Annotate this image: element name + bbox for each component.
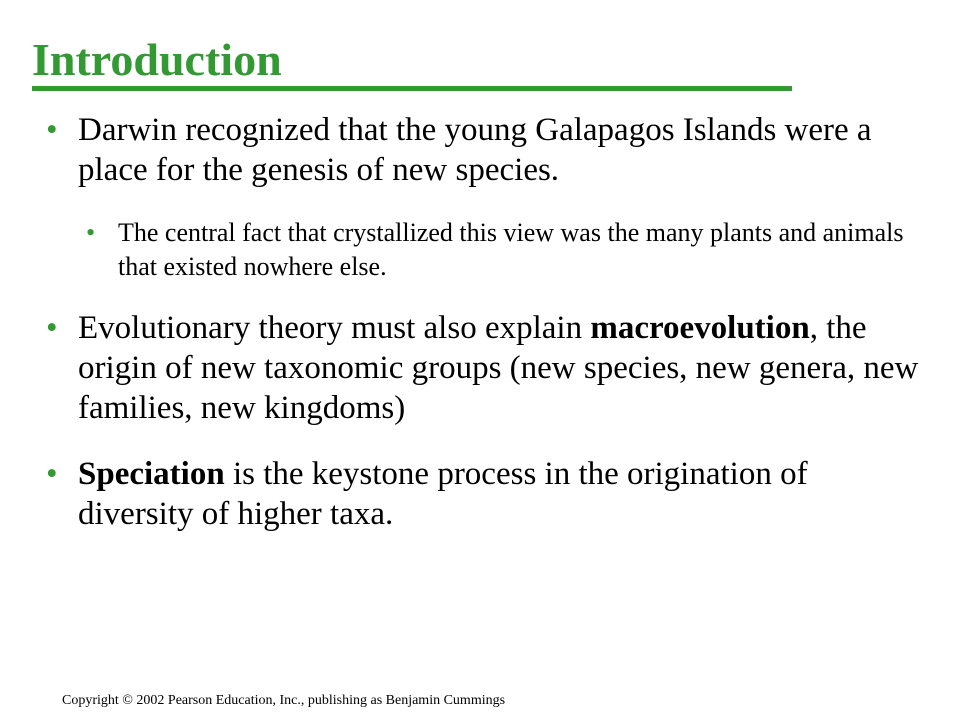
bullet-dot-icon: • xyxy=(46,112,58,148)
bullet-3 xyxy=(46,454,926,534)
bullet-dot-icon: • xyxy=(46,456,58,492)
title-underline xyxy=(32,86,792,91)
bullet-dot-icon: • xyxy=(46,310,58,346)
bullet-1 xyxy=(46,110,926,190)
copyright-footer: Copyright © 2002 Pearson Education, Inc., publishing as Benjamin Cummings xyxy=(62,693,506,708)
bullet-1-text: Darwin recognized that the young Galapagos Islands were a place for the genesis of new species. xyxy=(78,112,872,188)
sub-bullet-dot-icon: • xyxy=(86,218,96,247)
slide-title: Introduction xyxy=(32,34,282,85)
sub-bullet-1 xyxy=(86,216,926,284)
bullet-2-prefix: Evolutionary theory must also explain xyxy=(78,310,591,346)
bullet-3-suffix: is the keystone process in the origination of diversity of higher taxa. xyxy=(78,456,808,532)
sub-bullet-1-text: The central fact that crystallized this view was the many plants and animals that existed nowhere else. xyxy=(118,218,904,281)
bullet-2 xyxy=(46,308,926,428)
bullet-2-suffix: , the origin of new taxonomic groups (new species, new genera, new families, new kingdoms) xyxy=(78,310,919,426)
bullet-3-term: Speciation xyxy=(78,456,225,492)
slide-body xyxy=(46,110,926,534)
bullet-2-term: macroevolution xyxy=(590,310,810,346)
